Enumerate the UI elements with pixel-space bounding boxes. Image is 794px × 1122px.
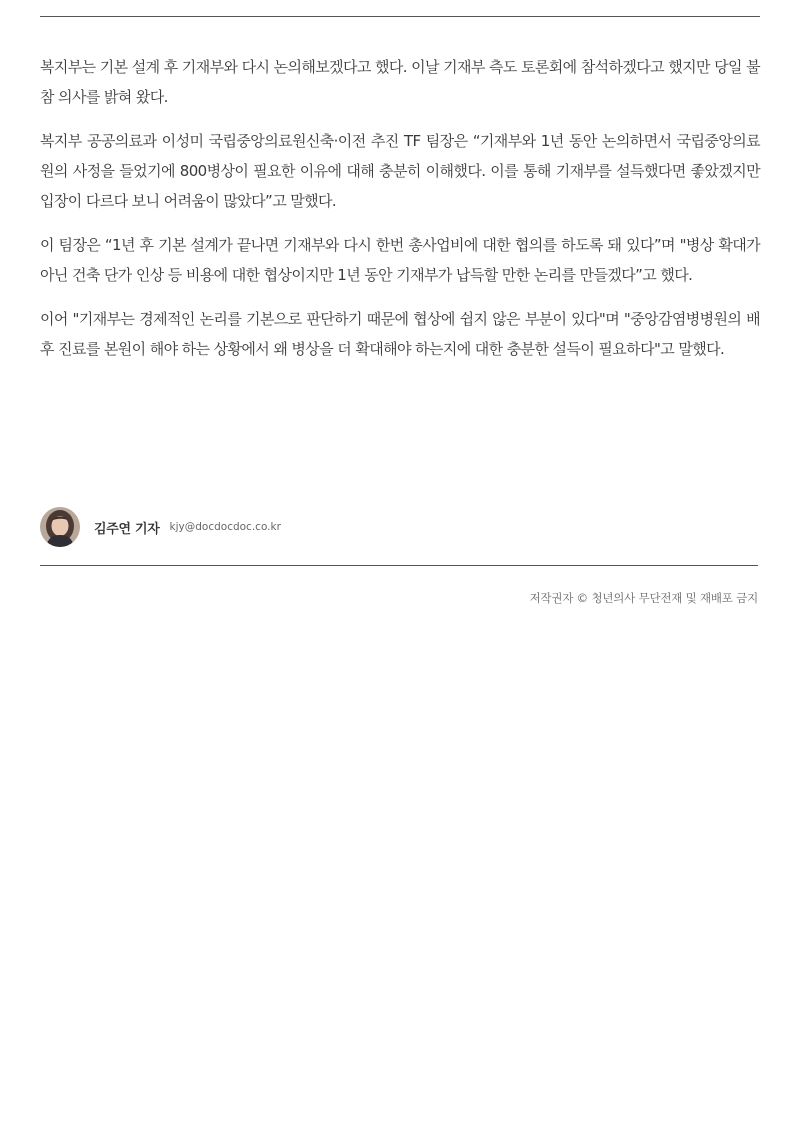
article-body <box>40 52 760 378</box>
copyright-notice: 저작권자 © 청년의사 무단전재 및 재배포 금지 <box>529 591 758 605</box>
avatar-image <box>40 507 80 547</box>
article-paragraph: 이어 "기재부는 경제적인 논리를 기본으로 판단하기 때문에 협상에 쉽지 않은 부분이 있다"며 "중앙감염병병원의 배후 진료를 본원이 해야 하는 상황에서 왜 병상을 더 확대해야 하는지에 대한 충분한 설득이 필요하다"고 말했다. <box>40 310 760 358</box>
article-paragraph: 복지부 공공의료과 이성미 국립중앙의료원신축·이전 추진 TF 팀장은 “기재부와 1년 동안 논의하면서 국립중앙의료원의 사정을 들었기에 800병상이 필요한 이유에 대해 충분히 이해했다. 이를 통해 기재부를 설득했다면 좋았겠지만 입장이 다르다 보니 어려움이 많았다”고 말했다. <box>40 132 760 210</box>
top-divider <box>40 16 760 17</box>
bottom-divider <box>40 565 758 566</box>
reporter-byline <box>40 507 281 547</box>
reporter-name: 김주연 기자 <box>94 521 160 537</box>
reporter-avatar <box>40 507 80 547</box>
article-paragraph: 복지부는 기본 설계 후 기재부와 다시 논의해보겠다고 했다. 이날 기재부 측도 토론회에 참석하겠다고 했지만 당일 불참 의사를 밝혀 왔다. <box>40 58 760 106</box>
article-paragraph: 이 팀장은 “1년 후 기본 설계가 끝나면 기재부와 다시 한번 총사업비에 대한 협의를 하도록 돼 있다”며 "병상 확대가 아닌 건축 단가 인상 등 비용에 대한 협상이지만 1년 동안 기재부가 납득할 만한 논리를 만들겠다”고 했다. <box>40 236 760 284</box>
reporter-email[interactable]: kjy@docdocdoc.co.kr <box>169 521 281 533</box>
